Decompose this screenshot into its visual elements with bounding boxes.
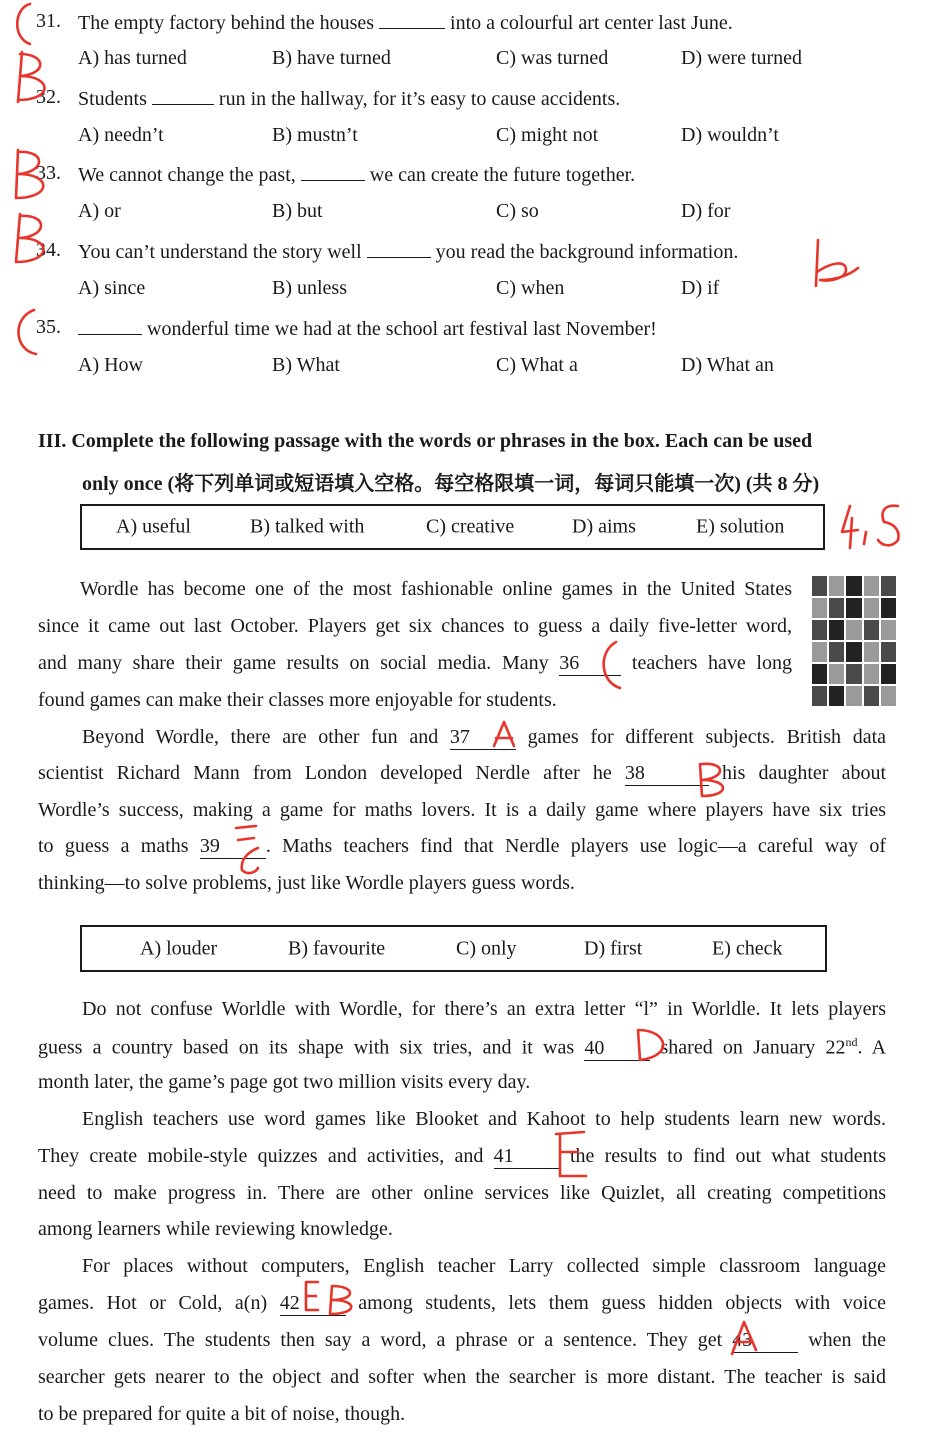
blank-38: 38 [625,762,709,786]
passage-line: and many share their game results on social media. Many 36 teachers have long [38,652,792,674]
blank-41: 41 [494,1145,560,1169]
option-c: C) What a [496,354,578,376]
question-number: 32. [36,86,61,108]
question-text: Students [78,88,147,110]
option-a: A) since [78,277,146,299]
blank-36: 36 [559,652,621,676]
option-c: C) might not [496,124,599,146]
passage-line: volume clues. The students then say a word, a phrase or a sentence. They get 43 when the [38,1329,886,1351]
blank-40: 40 [584,1037,650,1061]
answer-blank [78,316,142,335]
option-b: B) have turned [272,47,391,69]
handwritten-answer-31 [17,4,30,44]
passage-line: found games can make their classes more enjoyable for students. [38,689,557,711]
word-option: C) creative [426,515,515,538]
blank-43: 43 [732,1329,798,1353]
question-text: We cannot change the past, [78,164,296,186]
question-text: we can create the future together. [369,164,636,186]
passage-line: games. Hot or Cold, a(n) 42 among students, lets them guess hidden objects with voice [38,1292,887,1314]
blank-39: 39 [200,835,266,859]
question-number: 34. [36,239,61,261]
question-text: The empty factory behind the houses [78,12,375,34]
question-number: 33. [36,162,61,184]
question-text: You can’t understand the story well [78,241,362,263]
section-heading: III. Complete the following passage with the words or phrases in the box. Each can be used [38,430,813,452]
answer-blank [152,86,214,105]
option-d: D) What an [681,354,774,376]
blank-37: 37 [450,726,516,750]
word-option: A) louder [140,937,218,959]
passage-line: Do not confuse Worldle with Wordle, for there’s an extra letter “l” in Worldle. It lets players [82,998,886,1020]
answer-blank [301,162,365,181]
word-option: E) solution [696,515,785,538]
word-option: D) aims [572,515,636,538]
handwritten-answer-35 [18,310,36,354]
question-text: run in the hallway, for it’s easy to cause accidents. [218,88,621,110]
passage-line: They create mobile-style quizzes and activities, and 41 the results to find out what students [38,1145,886,1167]
option-d: D) if [681,277,720,299]
passage-line: since it came out last October. Players get six chances to guess a daily five-letter word, [38,615,792,637]
wordle-grid-image [812,576,896,706]
answer-blank [367,239,431,258]
option-a: A) or [78,200,121,222]
option-c: C) was turned [496,47,609,69]
word-option: B) talked with [250,515,365,538]
passage-line: scientist Richard Mann from London developed Nerdle after he 38 his daughter about [38,762,887,784]
word-box-2 [80,925,827,972]
blank-42: 42 [280,1292,346,1316]
passage-line: guess a country based on its shape with six tries, and it was 40 shared on January 22nd. A [38,1035,887,1059]
passage-line: searcher gets nearer to the object and softer when the searcher is more distant. The teacher is said [38,1366,886,1388]
option-b: B) mustn’t [272,124,358,146]
question-number: 35. [36,316,61,338]
option-d: D) for [681,200,731,222]
passage-line: to be prepared for quite a bit of noise, though. [38,1403,406,1425]
option-c: C) so [496,200,539,222]
word-option: E) check [712,937,783,959]
option-b: B) unless [272,277,347,299]
passage-line: month later, the game’s page got two million visits every day. [38,1071,531,1093]
option-b: B) but [272,200,323,222]
question-text: wonderful time we had at the school art festival last November! [147,318,657,340]
handwritten-mark-k [816,240,858,286]
option-a: A) How [78,354,143,376]
passage-line: Beyond Wordle, there are other fun and 37 games for different subjects. British data [82,726,886,748]
question-text: into a colourful art center last June. [450,12,733,34]
word-option: C) only [456,937,517,959]
passage-line: Wordle’s success, making a game for maths lovers. It is a daily game where players have six tries [38,799,886,821]
passage-line: For places without computers, English teacher Larry collected simple classroom language [82,1255,886,1277]
handwritten-score [842,506,898,548]
option-a: A) needn’t [78,124,164,146]
question-text: you read the background information. [435,241,739,263]
passage-line: to guess a maths 39 . Maths teachers find that Nerdle players use logic—a careful way of [38,835,886,857]
passage-line: Wordle has become one of the most fashionable online games in the United States [80,578,792,600]
option-a: A) has turned [78,47,187,69]
passage-line: among learners while reviewing knowledge. [38,1218,393,1240]
question-number: 31. [36,10,61,32]
option-d: D) were turned [681,47,803,69]
word-option: A) useful [116,515,191,538]
word-box-1 [80,504,825,550]
passage-line: English teachers use word games like Blooket and Kahoot to help students learn new words. [82,1108,886,1130]
option-d: D) wouldn’t [681,124,779,146]
word-option: D) first [584,937,643,959]
option-b: B) What [272,354,340,376]
word-option: B) favourite [288,937,386,959]
answer-blank [379,10,445,29]
passage-line: thinking—to solve problems, just like Wordle players guess words. [38,872,575,894]
option-c: C) when [496,277,565,299]
passage-line: need to make progress in. There are other online services like Quizlet, all creating competitions [38,1182,886,1204]
section-heading-instructions: only once (将下列单词或短语填入空格。每空格限填一词，每词只能填一次) (共 8 分) [82,473,820,495]
